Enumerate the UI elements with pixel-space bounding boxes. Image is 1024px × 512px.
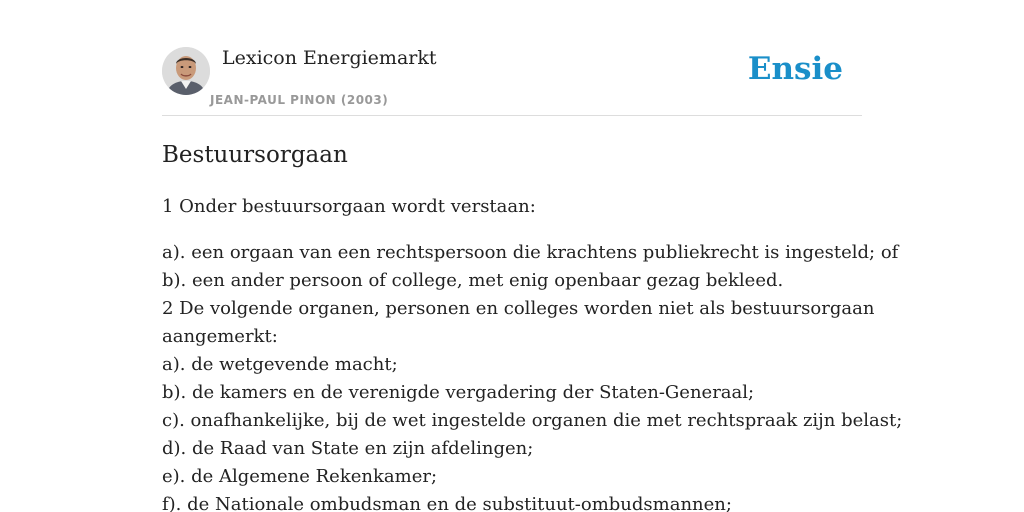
- person-photo-icon: [162, 47, 210, 95]
- entry-intro: 1 Onder bestuursorgaan wordt verstaan:: [162, 196, 536, 217]
- entry-line: c). onafhankelijke, bij de wet ingestelde organen die met rechtspraak zijn belast;: [162, 410, 903, 431]
- header: [162, 0, 862, 116]
- entry-line: f). de Nationale ombudsman en de substituut-ombudsmannen;: [162, 494, 732, 512]
- entry-line: a). de wetgevende macht;: [162, 354, 398, 375]
- page: [162, 0, 903, 512]
- entry-body: [162, 239, 903, 512]
- entry-line: b). de kamers en de verenigde vergadering der Staten-Generaal;: [162, 382, 755, 403]
- entry-line: d). de Raad van State en zijn afdelingen;: [162, 438, 534, 459]
- avatar[interactable]: [162, 47, 210, 95]
- author-name[interactable]: JEAN-PAUL PINON (2003): [210, 93, 389, 107]
- entry-line: aangemerkt:: [162, 326, 278, 347]
- entry-title: Bestuursorgaan: [162, 142, 348, 168]
- entry-line: a). een orgaan van een rechtspersoon die krachtens publiekrecht is ingesteld; of: [162, 242, 899, 263]
- brand-logo[interactable]: Ensie: [747, 51, 843, 87]
- entry-line: e). de Algemene Rekenkamer;: [162, 466, 438, 487]
- lexicon-title[interactable]: Lexicon Energiemarkt: [222, 47, 437, 69]
- entry-line: b). een ander persoon of college, met enig openbaar gezag bekleed.: [162, 270, 784, 291]
- entry-line: 2 De volgende organen, personen en colleges worden niet als bestuursorgaan: [162, 298, 875, 319]
